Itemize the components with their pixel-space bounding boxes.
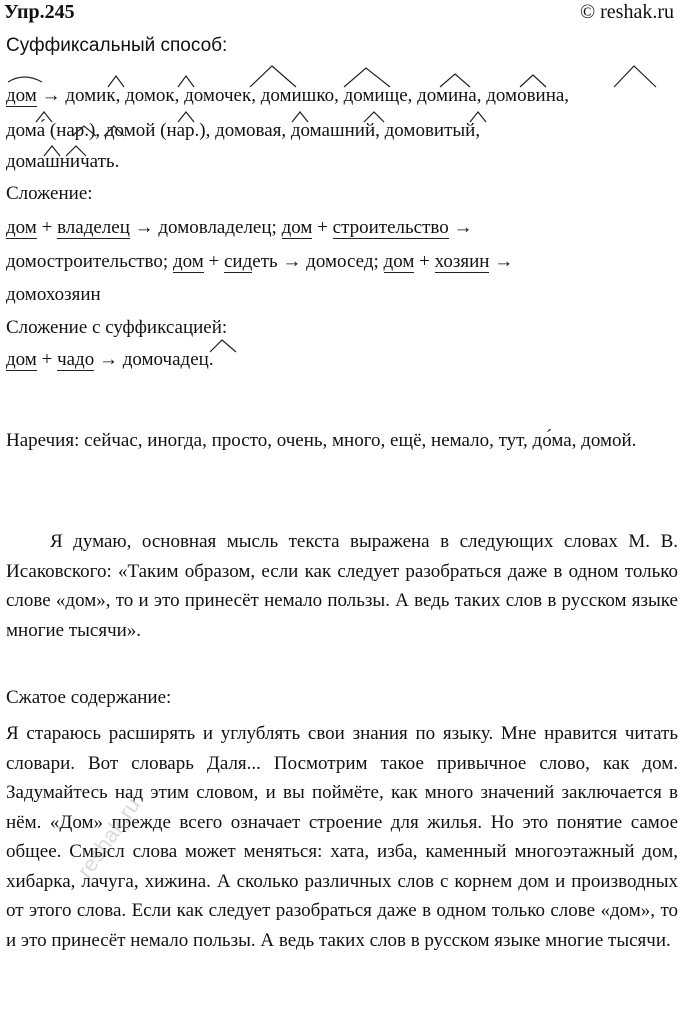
root-sid: сид [224,251,253,272]
summary-heading: Сжатое содержание: [6,687,172,708]
plus-sign: + [36,217,58,238]
root-dom: дом [281,217,313,238]
summary-paragraph: Я стараюсь расширять и углублять свои знания по языку. Мне нравится читать словари. Вот словарь Даля... Посмотрим такое привычное слово, как дом. Задумайтесь над этим словом, и вы поймёте, как много значений заключается в нём. «Дом» прежде всего означает строение для жилья. Но это понятие самое общее. Смысл слова может меняться: хата, изба, каменный многоэтажный дом, хибарка, лачуга, хижина. А сколько различных слов с корнем дом и производных от этого слова. Если как следует разобраться даже в одном только слове «дом», то и это принесёт немало пользы. А ведь таких слов в русском языке многие тысячи. [6,723,678,951]
compound-result: домостроительство; [6,251,173,272]
root-dom: дом [6,349,37,370]
suffix-line-1 [6,84,569,108]
arrow: → [489,251,514,272]
compound-result: → домочадец. [94,349,214,370]
plus-sign: + [36,349,58,370]
derived-words: → домик, домок, домочек, домишко, домище, домина, домовина, [36,85,570,106]
exercise-title: Упр.245 [4,1,75,23]
compound-result: → домовладелец; [129,217,282,238]
adverbs-paragraph: Наречия: сейчас, иногда, просто, очень, много, ещё, немало, тут, до́ма, домой. [6,430,637,451]
compound-suffix-heading: Сложение с суффиксацией: [6,317,228,338]
suffix-line-3: домашничать. [6,151,120,172]
root-khozyain: хозяин [434,251,490,272]
arrow: → [448,217,473,238]
plus-sign: + [312,217,333,238]
suffix-line-2: дома́ (нар.), домой (нар.), домовая, домашний, домовитый, [6,120,481,141]
suffix-heading: Суффиксальный способ: [6,35,228,56]
root-dom: дом [172,251,204,272]
root-dom: дом [6,217,37,238]
main-idea-paragraph: Я думаю, основная мысль текста выражена в следующих словах М. В. Исаковского: «Таким образом, если как следует разобраться даже в одном только слове «дом», то и это принесёт немало пользы. А ведь таких слов в русском языке многие тысячи». [6,531,678,641]
compound-result: еть → домосед; [252,251,384,272]
suffix-mark [210,340,236,352]
compound-heading: Сложение: [6,183,93,204]
suffix-mark [614,66,656,87]
root-word: дом [6,85,37,106]
watermark: reshak.ru [72,792,146,883]
compound-line-2 [6,250,513,274]
root-dom: дом [383,251,415,272]
compound-line-3: домохозяин [6,284,101,305]
root-vladelets: владелец [57,217,130,238]
root-chado: чадо [57,349,95,370]
root-stroitelstvo: строительство [332,217,449,238]
plus-sign: + [414,251,435,272]
plus-sign: + [203,251,224,272]
root-arc [8,77,42,82]
site-copyright: © reshak.ru [579,1,674,23]
compound-suffix-line [6,348,214,372]
compound-line-1 [6,216,473,240]
